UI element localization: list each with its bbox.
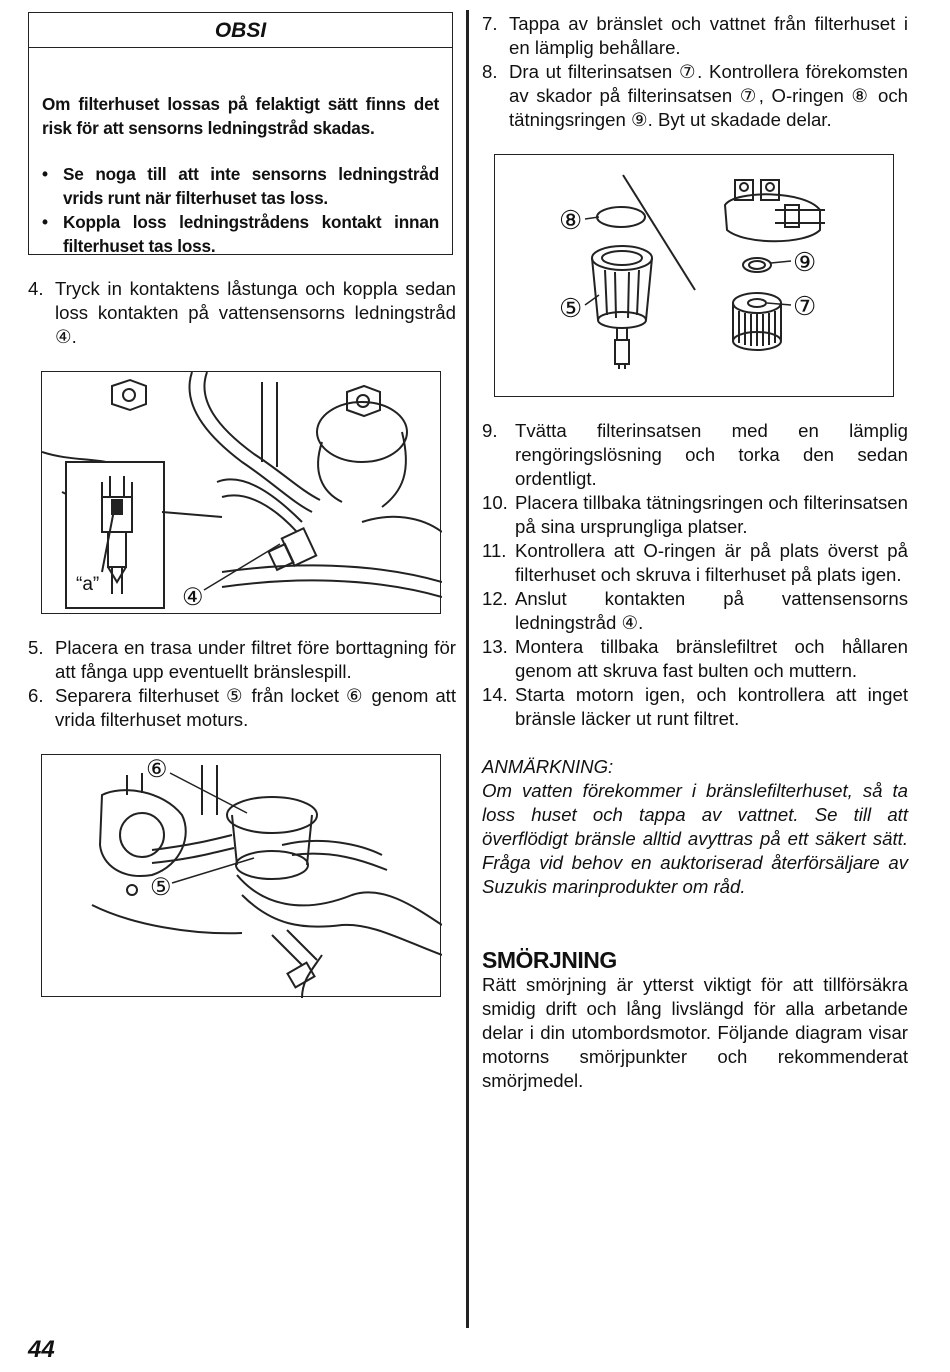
step-text: Placera tillbaka tätningsringen och filterinsatsen på sina ursprungliga platser. — [515, 492, 908, 537]
step-text: Montera tillbaka bränslefiltret och hållaren genom att skruva fast bulten och muttern. — [515, 636, 908, 681]
lubrication-section — [482, 947, 908, 1093]
step-number: 11. — [482, 540, 507, 561]
step-item — [482, 12, 908, 60]
step-item — [482, 683, 908, 731]
left-column — [28, 12, 456, 997]
label-part-4: ④ — [182, 584, 204, 611]
step-item — [482, 419, 908, 491]
step-item — [28, 277, 456, 349]
step-text: Anslut kontakten på vattensensorns ledningstråd ④. — [515, 588, 908, 633]
label-part-6: ⑥ — [146, 756, 168, 783]
step-item — [482, 587, 908, 635]
caution-box — [28, 12, 453, 255]
step-text: Tryck in kontaktens låstunga och koppla sedan loss kontakten på vattensensorns ledningstråd ④. — [55, 278, 456, 347]
steps-list — [28, 277, 456, 349]
column-divider — [466, 10, 469, 1328]
step-number: 4. — [28, 278, 44, 299]
caution-bullet: • Koppla loss ledningstrådens kontakt innan filterhuset tas loss. — [42, 210, 439, 258]
section-body: Rätt smörjning är ytterst viktigt för att tillförsäkra smidig drift och lång livslängd för alla arbetande delar i din utombordsmotor. Följande diagram visar motorns smörjpunkter och rekommenderat smörjmedel. — [482, 974, 908, 1091]
steps-list — [482, 12, 908, 132]
step-number: 13. — [482, 636, 508, 657]
figure-connector — [41, 371, 441, 614]
step-item — [482, 539, 908, 587]
step-text: Kontrollera att O-ringen är på plats överst på filterhuset och skruva i filterhuset på plats igen. — [515, 540, 908, 585]
step-number: 7. — [482, 13, 498, 34]
step-item — [28, 636, 456, 684]
right-column — [482, 12, 908, 1093]
caution-bullets — [42, 162, 439, 258]
label-part-7: ⑦ — [793, 291, 817, 321]
label-a: “a” — [76, 574, 100, 595]
steps-list — [482, 419, 908, 731]
note-body: Om vatten förekommer i bränslefilterhuset, så ta loss huset och tappa av vattnet. Se till att överflödigt bränsle alltid avyttras på ett säkert sätt. Fråga vid behov en auktoriserad återförsäljare av Suzukis marinprodukter om råd. — [482, 780, 908, 897]
page-number: 44 — [28, 1336, 55, 1363]
label-part-9: ⑨ — [793, 247, 817, 277]
step-item — [28, 684, 456, 732]
figure-separate-housing — [41, 754, 441, 997]
step-item — [482, 491, 908, 539]
step-text: Dra ut filterinsatsen ⑦. Kontrollera förekomsten av skador på filterinsatsen ⑦, O-ringen ⑧ och tätningsringen ⑨. Byt ut skadade delar. — [509, 61, 908, 130]
step-number: 12. — [482, 588, 508, 609]
steps-list — [28, 636, 456, 732]
step-number: 8. — [482, 61, 498, 82]
caution-bullet: • Se noga till att inte sensorns ledningstråd vrids runt när filterhuset tas loss. — [42, 162, 439, 210]
step-text: Placera en trasa under filtret före borttagning för att fånga upp eventuellt bränslespill. — [55, 637, 456, 682]
label-part-8: ⑧ — [559, 205, 583, 235]
label-part-5: ⑤ — [559, 293, 583, 323]
step-number: 10. — [482, 492, 508, 513]
step-number: 9. — [482, 420, 498, 441]
caution-intro: Om filterhuset lossas på felaktigt sätt finns det risk för att sensorns ledningstråd skadas. — [42, 94, 439, 138]
connector-illustration — [42, 372, 442, 615]
note-title: ANMÄRKNING: — [482, 756, 614, 777]
section-title: SMÖRJNING — [482, 947, 617, 973]
step-number: 6. — [28, 685, 44, 706]
step-text: Tvätta filterinsatsen med en lämplig rengöringslösning och torka den sedan ordentligt. — [515, 420, 908, 489]
figure-filter-parts — [494, 154, 894, 397]
step-text: Separera filterhuset ⑤ från locket ⑥ genom att vrida filterhuset moturs. — [55, 685, 456, 730]
step-number: 5. — [28, 637, 44, 658]
note-block — [482, 755, 908, 899]
caution-title: OBSI — [29, 13, 452, 48]
step-text: Tappa av bränslet och vattnet från filterhuset i en lämplig behållare. — [509, 13, 908, 58]
step-item — [482, 60, 908, 132]
housing-illustration — [42, 755, 442, 998]
label-part-5: ⑤ — [150, 874, 172, 901]
step-item — [482, 635, 908, 683]
filter-parts-illustration — [495, 155, 895, 398]
step-text: Starta motorn igen, och kontrollera att inget bränsle läcker ut runt filtret. — [515, 684, 908, 729]
step-number: 14. — [482, 684, 508, 705]
